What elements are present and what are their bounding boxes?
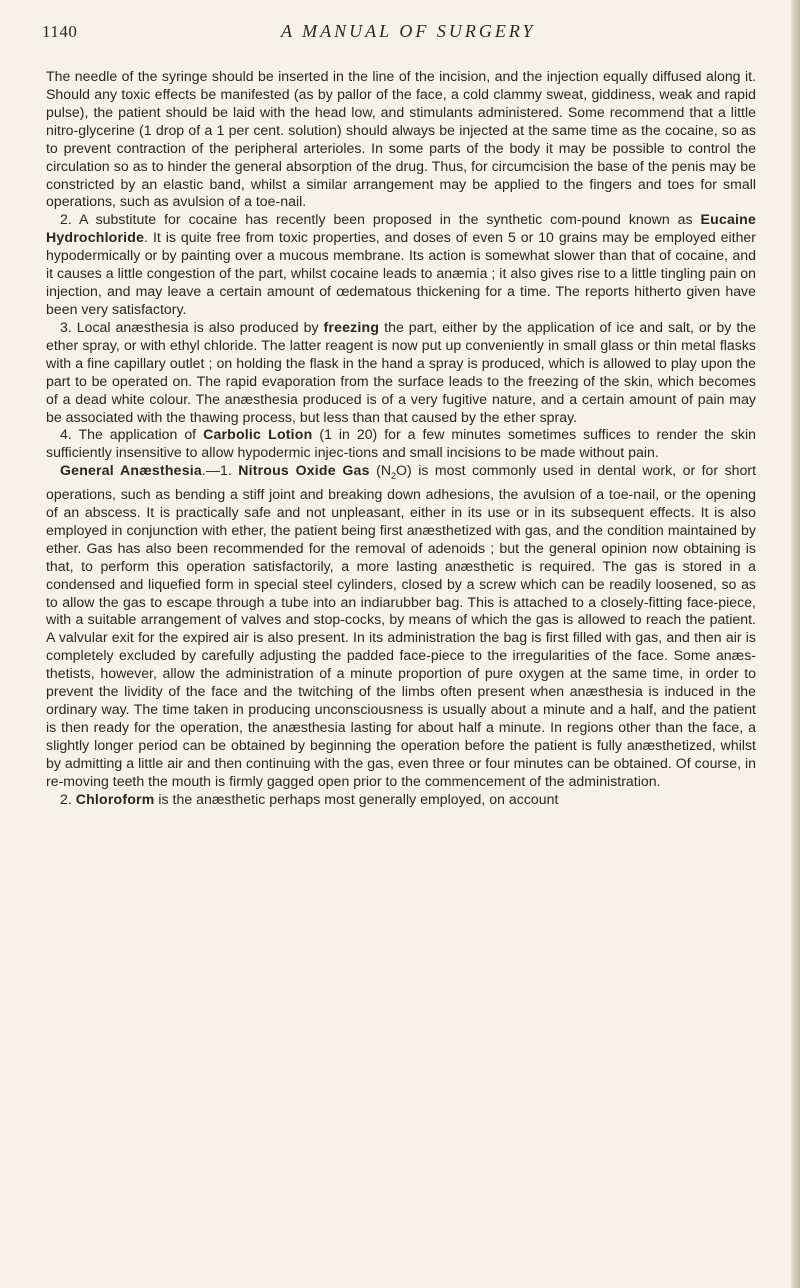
bold-term-freezing: freezing <box>323 318 380 335</box>
paragraph-text: . It is quite free from toxic properties, and doses of even 5 or 10 grains may be employed either hypodermically or by painting over a mucous membrane. Its action is somewhat slower than that of cocaine, and it causes a little congestion of the part, whilst cocaine leads to anæmia ; it also gives rise to a little tingling pain on injection, and may leave a certain amount of œdematous thickening for a time. The reports hitherto given have been very satisfactory. <box>46 229 756 317</box>
bold-term-carbolic-lotion: Carbolic Lotion <box>203 426 313 443</box>
paragraph-text: 3. Local anæsthesia is also produced by <box>60 318 324 335</box>
paragraph-syringe-injection <box>46 68 756 211</box>
paragraph-eucaine <box>46 211 756 319</box>
paragraph-freezing <box>46 319 756 427</box>
formula-subscript: 2 <box>391 471 397 482</box>
bold-term-eucaine: Eucaine Hydrochloride <box>46 211 756 246</box>
paragraph-text: The needle of the syringe should be inserted in the line of the incision, and the injection equally diffused along it. Should any toxic effects be manifested (as by pallor of the face, a cold clammy sweat, giddiness, weak and rapid pulse), the patient should be laid with the head low, and stimulants administered. Some recommend that a little nitro-glycerine (1 drop of a 1 per cent. solution) should always be injected at the same time as the cocaine, so as to prevent contraction of the peripheral arterioles. In some parts of the body it may be possible to control the circulation so as to hinder the general absorption of the drug. Thus, for circumcision the base of the penis may be constricted by an elastic band, whilst a similar arrangement may be applied to the fingers and toes for small operations, such as avulsion of a toe-nail. <box>46 68 756 210</box>
page-edge-shadow <box>791 0 800 1288</box>
paragraph-text: (1 in 20) for a few minutes sometimes suffices to render the skin sufficiently insensitive to allow hypodermic injec-tions and small incisions to be made without pain. <box>46 426 756 461</box>
bold-term-nitrous-oxide: Nitrous Oxide Gas <box>238 462 370 479</box>
body-text <box>46 68 756 809</box>
running-head: A MANUAL OF SURGERY <box>281 21 536 41</box>
bold-term-chloroform: Chloroform <box>75 790 155 807</box>
paragraph-text: is most commonly used in dental work, or for short operations, such as bending a stiff joint and breaking down adhesions, the avulsion of a toe-nail, or the opening of an abscess. It is practically safe and not unpleasant, either in its use or in its subsequent effects. It is also employed in conjunction with ether, the patient being first anæsthetized with gas, and the condition maintained by ether. Gas has also been recommended for the removal of adenoids ; but the general opinion now obtaining is that, to perform this operation satisfactorily, a more lasting anæsthetic is required. The gas is stored in a condensed and liquefied form in special steel cylinders, closed by a screw which can be readily loosened, so as to allow the gas to escape through a tube into an indiarubber bag. This is attached to a closely-fitting face-piece, with a suitable arrangement of valves and stop-cocks, by means of which the gas is allowed to reach the patient. A valvular exit for the expired air is also present. In its administration the bag is first filled with gas, and then air is completely excluded by carefully adjusting the padded face-piece to the irregularities of the face. Some anæs-thetists, however, allow the administration of a minute proportion of pure oxygen at the same time, in order to prevent the lividity of the face and the twitching of the limbs often present when anæsthesia is induced in the ordinary way. The time taken in producing unconsciousness is usually about a minute and a half, and the patient is then ready for the operation, the anæsthesia lasting for about half a minute. In regions other than the face, a slightly longer period can be obtained by beginning the operation before the patient is fully anæsthetized, whilst by admitting a little air and then continuing with the gas, even three or four minutes can be obtained. Of course, in re-moving teeth the mouth is firmly gagged open prior to the commencement of the administration. <box>46 462 757 789</box>
paragraph-general-anaesthesia <box>46 462 756 790</box>
chemical-formula: $(N_2O)$ <box>369 462 412 482</box>
page-header <box>42 16 762 46</box>
paragraph-text: the part, either by the application of ice and salt, or by the ether spray, or with ethyl chloride. The latter reagent is now put up conveniently in small glass or thin metal flasks with a fine capillary outlet ; on holding the flask in the hand a spray is produced, which is allowed to play upon the part to be operated on. The rapid evaporation from the surface leads to the freezing of the skin, which becomes of a dead white colour. The anæsthesia produced is of a very fugitive nature, and a certain amount of pain may be associated with the thawing process, but less than that caused by the ether spray. <box>46 318 756 425</box>
paragraph-chloroform <box>46 791 756 809</box>
page-number: 1140 <box>42 22 78 41</box>
section-heading-general-anaesthesia: General Anæsthesia <box>60 462 202 479</box>
paragraph-text: 2. <box>60 790 76 807</box>
paragraph-carbolic-lotion <box>46 426 756 462</box>
paragraph-text: 2. A substitute for cocaine has recently been proposed in the synthetic com-pound known as <box>60 211 701 228</box>
paragraph-text: 4. The application of <box>60 426 204 443</box>
paragraph-text: .—1. <box>201 462 239 479</box>
paragraph-text: is the anæsthetic perhaps most generally employed, on account <box>154 790 559 807</box>
